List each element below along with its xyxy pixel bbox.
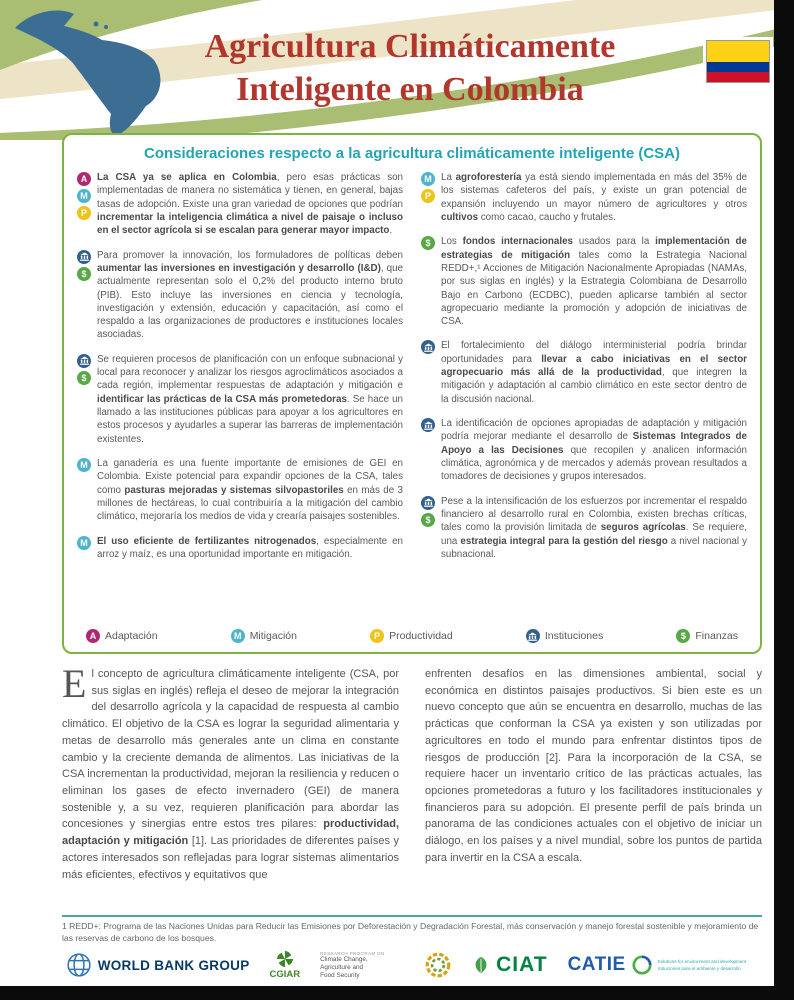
consideration-item [421, 417, 747, 484]
catie-tagline [658, 959, 747, 971]
consideration-item [421, 495, 747, 562]
legend-label: Finanzas [695, 630, 738, 642]
ciat-leaf-icon [472, 956, 490, 974]
icon-legend [86, 629, 738, 643]
legend-item-productivity [370, 629, 453, 643]
legend-item-mitigation [231, 629, 297, 643]
item-icons [77, 353, 91, 446]
considerations-left-column [77, 171, 403, 561]
ccafs-program-line: RESEARCH PROGRAM ON [320, 950, 385, 956]
consideration-item [77, 249, 403, 342]
legend-label: Instituciones [544, 630, 604, 642]
item-icons [421, 417, 435, 484]
drop-cap: E [62, 661, 87, 706]
consideration-text: El uso eficiente de fertilizantes nitrogenados, especialmente en arroz y maíz, es una oportunidad importante en mitigación. [97, 535, 403, 560]
colombia-flag-icon [706, 40, 770, 83]
world-bank-label: WORLD BANK GROUP [97, 957, 250, 973]
legend-label: Productividad [389, 630, 453, 642]
world-bank-logo [66, 952, 250, 978]
consideration-text: La ganadería es una fuente importante de emisiones de GEI en Colombia. Existe potencial para expandir opciones de la CSA, tales como pasturas mejoradas y sistemas silvopastoriles en más de 3 millones de hectáreas, lo cual contribuiría a la mitigación del cambio climático, mejoraría los medios de vida y crearía paisajes sostenibles. [97, 457, 403, 523]
mitigation-icon: M [231, 629, 245, 643]
ccafs-emblem-icon [424, 951, 452, 979]
footnote: 1 REDD+: Programa de las Naciones Unidas para Reducir las Emisiones por Deforestación y Degradación Forestal, más conservación y manejo forestal sostenible y mejoramiento de las reservas de carbono de los bosques. [62, 921, 759, 943]
catie-tagline-line: Soluciones para el ambiente y desarrollo [657, 965, 741, 971]
catie-swoosh-icon [632, 955, 652, 975]
ciat-label: CIAT [496, 953, 548, 976]
scan-edge-right [774, 0, 794, 1000]
item-icons [421, 235, 435, 328]
legend-item-finance [676, 629, 738, 643]
item-icons [421, 495, 435, 562]
ccafs-program-text [320, 951, 404, 980]
finance-icon: $ [77, 371, 91, 385]
consideration-text: Pese a la intensificación de los esfuerzos por incrementar el respaldo financiero al desarrollo rural en Colombia, existen brechas críticas, tales como la provisión limitada de seguros agrícolas. Se requiere, una estrategia integral para la gestión del riesgo a nivel nacional y subnacional. [441, 495, 747, 560]
consideration-item [77, 353, 403, 446]
item-icons [77, 171, 91, 238]
page-title [128, 26, 692, 112]
considerations-box [62, 133, 762, 654]
cgiar-icon [276, 950, 294, 968]
institutions-icon [421, 496, 435, 510]
catie-logo [568, 954, 747, 976]
institutions-icon [77, 250, 91, 264]
consideration-text: Los fondos internacionales usados para la implementación de estrategias de mitigación tales como la Estrategia Nacional REDD+,¹ Acciones de Mitigación Nacionalmente Apropiadas (NAMAs, por sus siglas en inglés) y la Estrategia Colombiana de Desarrollo Bajo en Carbono (ECDBC), pueden aplicarse también al sector agropecuario mediante la promoción y adopción de iniciativas de CSA. [441, 236, 747, 328]
consideration-text: La identificación de opciones apropiadas de adaptación y mitigación podría mejorar mediante el desarrollo de Sistemas Integrados de Apoyo a las Decisiones que recopilen y analicen información climática, agronómica y de mercados y además provean resultados a tomadores de decisiones y grupos interesados. [441, 418, 747, 483]
cgiar-label: CGIAR [269, 969, 301, 980]
finance-icon: $ [676, 629, 690, 643]
adaptation-icon: A [86, 629, 100, 643]
footnote-divider [62, 915, 762, 917]
consideration-item [77, 457, 403, 524]
item-icons [77, 249, 91, 342]
legend-item-adaptation [86, 629, 158, 643]
flag-blue-stripe [707, 62, 769, 72]
adaptation-icon: A [77, 172, 91, 186]
body-right-column [425, 666, 762, 883]
cgiar-logo [270, 950, 301, 980]
footer-logos [48, 946, 764, 984]
ccafs-program-line: Climate Change, [320, 956, 368, 964]
consideration-text: El fortalecimiento del diálogo interministerial podría brindar oportunidades para llevar a cabo iniciativas en el sector agropecuario más allá de la productividad, que integren la mitigación y adaptación al cambio climático en este sector dentro de la discusión nacional. [441, 340, 748, 405]
institutions-icon [526, 629, 540, 643]
consideration-item [421, 235, 747, 328]
body-text [62, 661, 762, 883]
consideration-item [421, 339, 747, 406]
page-title-line1: Agricultura Climáticamente [204, 28, 616, 65]
consideration-item [77, 171, 403, 238]
consideration-item [421, 171, 747, 224]
finance-icon: $ [77, 267, 91, 281]
consideration-text: La agroforestería ya está siendo implementada en más del 35% de los sistemas cafeteros del país, y existe un gran potencial de expansión incluyendo un mayor número de agricultores y otros cultivos como cacao, caucho y frutales. [441, 172, 747, 223]
productivity-icon: P [370, 629, 384, 643]
legend-label: Adaptación [105, 630, 158, 642]
mitigation-icon: M [77, 458, 91, 472]
productivity-icon: P [77, 206, 91, 220]
productivity-icon: P [421, 189, 435, 203]
mitigation-icon: M [77, 536, 91, 550]
consideration-text: Se requieren procesos de planificación con un enfoque subnacional y local para reconocer y analizar los riesgos agroclimáticos asociados a cada región, implementar respuestas de adaptación y mitigación e identificar las prácticas de la CSA más prometedoras. Se hace un llamado a las instituciones públicas para apoyar a los agricultores en estos procesos y ayudarles a superar las barreras de implementación existentes. [97, 353, 403, 445]
body-left-column [62, 661, 399, 883]
consideration-text: La CSA ya se aplica en Colombia, pero esas prácticas son implementadas de manera no sistemática y tienen, en general, bajas tasas de adopción. Existe una gran variedad de opciones que podrían incrementar la inteligencia climática a nivel de paisaje o incluso en el sector agrícola si se escalan para generar mayor impacto. [97, 172, 403, 237]
ccafs-program-line: Agriculture and [320, 963, 364, 971]
considerations-heading: Consideraciones respecto a la agricultura climáticamente inteligente (CSA) [144, 145, 680, 162]
flag-red-stripe [707, 72, 769, 82]
mitigation-icon: M [77, 189, 91, 203]
ccafs-program-line: Food Security [320, 971, 360, 979]
legend-item-institutions [526, 629, 603, 643]
flag-yellow-stripe [707, 41, 769, 62]
item-icons [77, 535, 91, 562]
world-bank-globe-icon [66, 952, 92, 978]
considerations-columns [77, 171, 747, 561]
finance-icon: $ [421, 513, 435, 527]
institutions-icon [421, 340, 435, 354]
considerations-right-column [421, 171, 747, 561]
item-icons [77, 457, 91, 524]
legend-label: Mitigación [249, 630, 297, 642]
item-icons [421, 339, 435, 406]
body-left-paragraph: l concepto de agricultura climáticamente inteligente (CSA, por sus siglas en inglés) refleja el deseo de mejorar la integración del desarrollo agrícola y la capacidad de respuesta al cambio climático. El objetivo de la CSA es lograr la seguridad alimentaria y metas de desarrollo más generales ante un clima en constante cambio y la creciente demanda de alimentos. Las iniciativas de la CSA incrementan la productividad, mejoran la resiliencia y reducen o eliminan los gases de efecto invernadero (GEI) de manera sostenible y, a su vez, requieren planificación para abordar las concesiones y sinergias entre estos tres pilares: productividad, adaptación y mitigación [1]. Las prioridades de diferentes países y actores interesados son reflejadas para lograr sistemas alimentarios más eficientes, efectivos y equitativos que [62, 668, 399, 881]
finance-icon: $ [421, 236, 435, 250]
ciat-logo [472, 953, 547, 977]
consideration-text: Para promover la innovación, los formuladores de políticas deben aumentar las inversiones en investigación y desarrollo (I&D), que actualmente representan solo el 0,2% del producto interno bruto (PIB). Esto incluye las inversiones en ciencia y tecnología, investigación y extensión, educación y capacitación, así como el respaldo a las organizaciones de productores e instituciones locales asociadas. [97, 249, 403, 341]
institutions-icon [421, 418, 435, 432]
item-icons [421, 171, 435, 224]
mitigation-icon: M [421, 172, 435, 186]
body-right-paragraph: enfrenten desafíos en las dimensiones ambiental, social y económica en distintos paisajes productivos. Si bien este es un nuevo concepto que aún se encuentra en desarrollo, muchas de las prácticas que conforman la CSA ya existen y son utilizadas por agricultores en todo el mundo para enfrentar distintos tipos de riesgos de producción [2]. Para la incorporación de la CSA, se requiere hacer un inventario crítico de las prácticas actuales, las opciones prometedoras a futuro y los facilitadores institucionales y financieros para su adopción. El presente perfil de país brinda un panorama de las condiciones actuales con el objetivo de iniciar un diálogo, en los países y a nivel mundial, sobre los puntos de partida para invertir en la CSA a escala. [425, 668, 762, 864]
catie-tagline-line: Solutions for environment and development [657, 959, 747, 964]
institutions-icon [77, 354, 91, 368]
page-title-line2: Inteligente en Colombia [236, 70, 584, 108]
scan-edge-bottom [0, 986, 794, 1000]
consideration-item [77, 535, 403, 562]
catie-label: CATIE [567, 954, 626, 975]
